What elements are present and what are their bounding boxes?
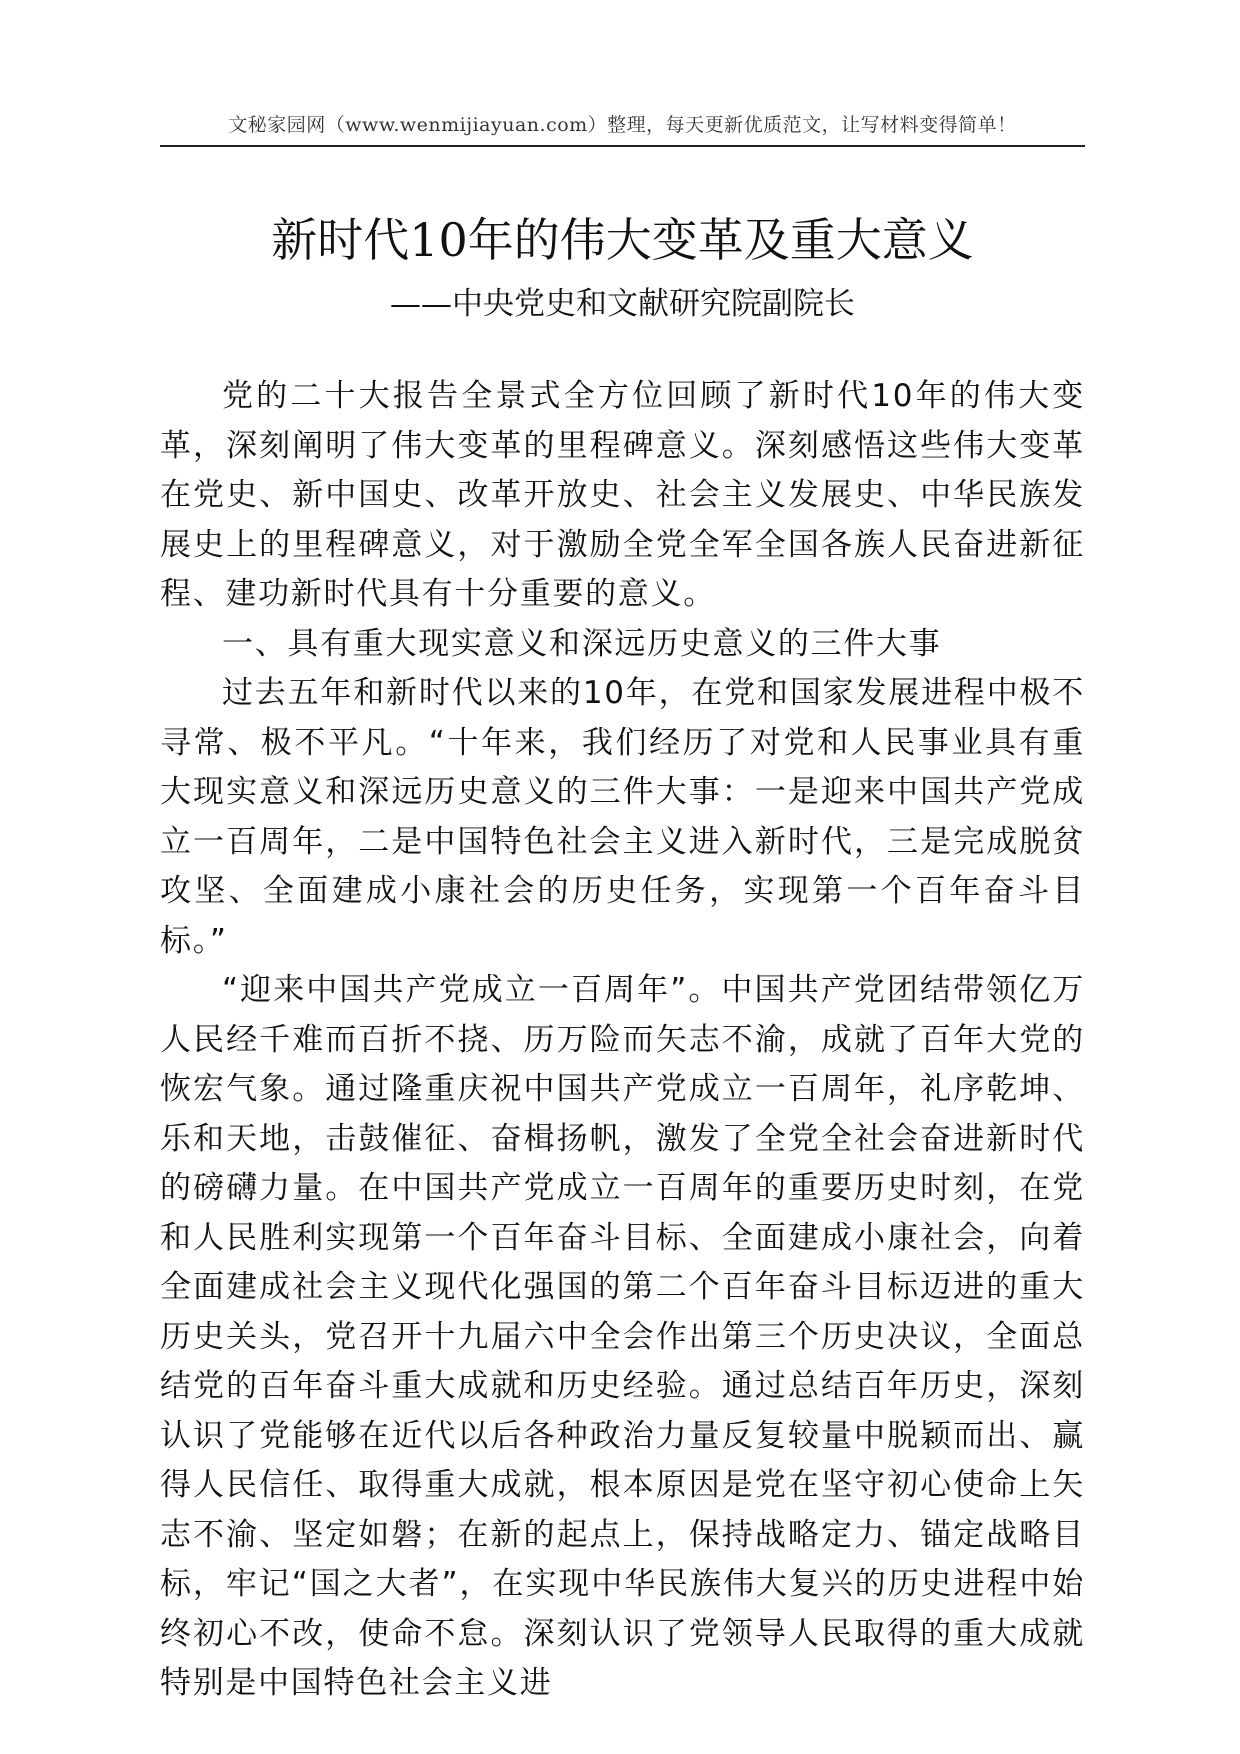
document-subtitle: ——中央党史和文献研究院副院长 (390, 286, 855, 322)
paragraph-three-events: 过去五年和新时代以来的10年，在党和国家发展进程中极不寻常、极不平凡。“十年来，我们经历了对党和人民事业具有重大现实意义和深远历史意义的三件大事：一是迎来中国共产党成立一百周年，二是中国特色社会主义进入新时代，三是完成脱贫攻坚、全面建成小康社会的历史任务，实现第一个百年奋斗目标。” (160, 675, 1085, 959)
document-title: 新时代10年的伟大变革及重大意义 (271, 213, 974, 267)
document-body (160, 372, 1085, 1709)
paragraph-centenary: “迎来中国共产党成立一百周年”。中国共产党团结带领亿万人民经千难而百折不挠、历万险而矢志不渝，成就了百年大党的恢宏气象。通过隆重庆祝中国共产党成立一百周年，礼序乾坤、乐和天地，击鼓催征、奋楫扬帆，激发了全党全社会奋进新时代的磅礴力量。在中国共产党成立一百周年的重要历史时刻，在党和人民胜利实现第一个百年奋斗目标、全面建成小康社会，向着全面建成社会主义现代化强国的第二个百年奋斗目标迈进的重大历史关头，党召开十九届六中全会作出第三个历史决议，全面总结党的百年奋斗重大成就和历史经验。通过总结百年历史，深刻认识了党能够在近代以后各种政治力量反复较量中脱颖而出、赢得人民信任、取得重大成就，根本原因是党在坚守初心使命上矢志不渝、坚定如磐；在新的起点上，保持战略定力、锚定战略目标，牢记“国之大者”，在实现中华民族伟大复兴的历史进程中始终初心不改，使命不怠。深刻认识了党领导人民取得的重大成就特别是中国特色社会主义进 (160, 972, 1085, 1701)
header-divider (160, 145, 1085, 147)
paragraph-intro: 党的二十大报告全景式全方位回顾了新时代10年的伟大变革，深刻阐明了伟大变革的里程碑意义。深刻感悟这些伟大变革在党史、新中国史、改革开放史、社会主义发展史、中华民族发展史上的里程碑意义，对于激励全党全军全国各族人民奋进新征程、建功新时代具有十分重要的意义。 (160, 378, 1085, 612)
section-heading: 一、具有重大现实意义和深远历史意义的三件大事 (222, 625, 942, 662)
page-header: 文秘家园网（www.wenmijiayuan.com）整理，每天更新优质范文，让写材料变得简单！ (228, 114, 1017, 136)
